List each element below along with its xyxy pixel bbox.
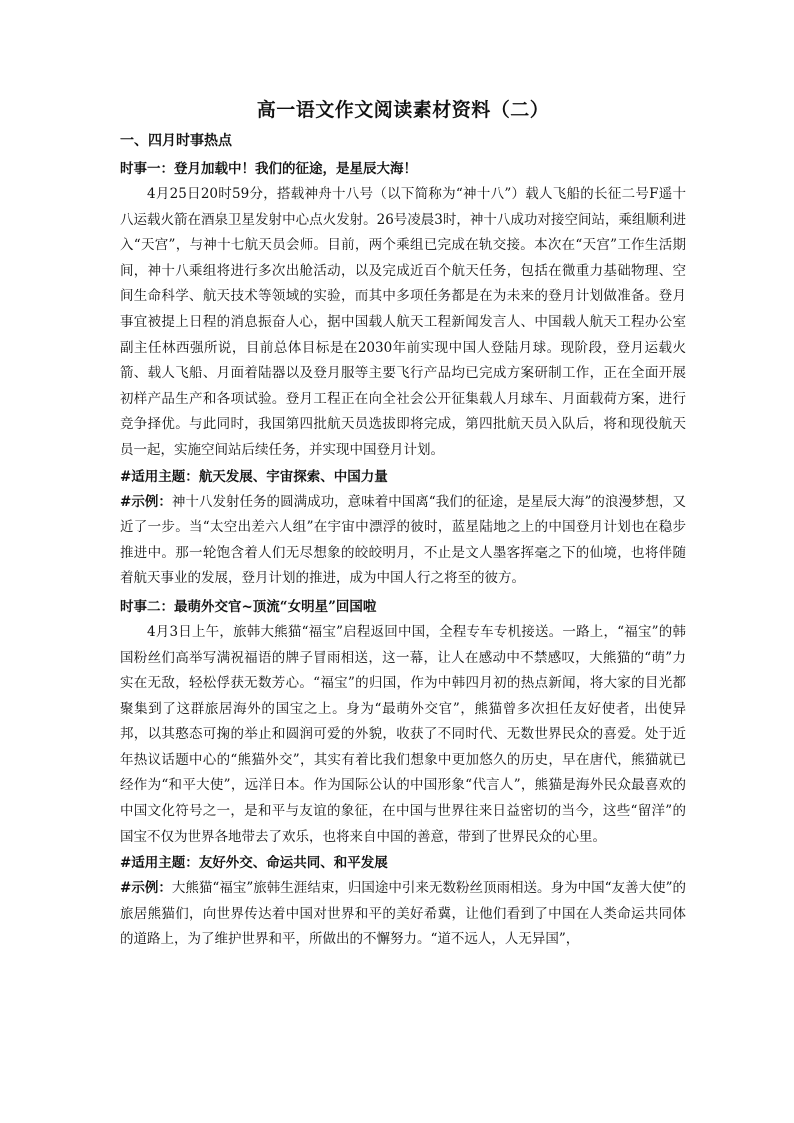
event2-body: 4月3日上午，旅韩大熊猫“福宝”启程返回中国，全程专车专机接送。一路上，“福宝”的韩国粉丝们高举写满祝福语的牌子冒雨相送，这一幕，让人在感动中不禁感叹，大熊猫的“萌”力实在无敌，轻松俘获无数芳心。“福宝”的归国，作为中韩四月初的热点新闻，将大家的目光都聚集到了这群旅居海外的国宝之上。身为“最萌外交官”，熊猫曾多次担任友好使者，出使异邦，以其憨态可掬的举止和圆润可爱的外貌，收获了不同时代、无数世界民众的喜爱。处于近年热议话题中心的“熊猫外交”，其实有着比我们想象中更加悠久的历史，早在唐代，熊猫就已经作为“和平大使”，远洋日本。作为国际公认的中国形象“代言人”，熊猫是海外民众最喜欢的中国文化符号之一，是和平与友谊的象征，在中国与世界往来日益密切的当今，这些“留洋”的国宝不仅为世界各地带去了欢乐，也将来自中国的善意，带到了世界民众的心里。 — [120, 623, 686, 845]
event1-theme — [120, 464, 686, 490]
event2-example-text: 大熊猫“福宝”旅韩生涯结束，归国途中引来无数粉丝顶雨相送。身为中国“友善大使”的旅居熊猫们，向世界传达着中国对世界和平的美好希冀，让他们看到了中国在人类命运共同体的道路上，为了维护世界和平，所做出的不懈努力。“道不远人，人无异国”， — [120, 880, 687, 948]
event1-theme-label: #适用主题： — [120, 468, 199, 485]
event1-example-label: #示例： — [120, 493, 172, 510]
event2-theme-text: 友好外交、命运共同、和平发展 — [198, 855, 388, 872]
document-title: 高一语文作文阅读素材资料（二） — [256, 99, 550, 121]
event1-example — [120, 490, 686, 592]
document-page — [120, 98, 686, 953]
event1-heading: 时事一：登月加载中！我们的征途，是星辰大海！ — [120, 161, 417, 177]
event2-heading: 时事二：最萌外交官~顶流“女明星”回国啦 — [120, 598, 377, 615]
event2-theme — [120, 850, 686, 876]
event2-example-label: #示例： — [120, 880, 172, 897]
event1-body: 4月25日20时59分，搭载神舟十八号（以下简称为“神十八”）载人飞船的长征二号F遥十八运载火箭在酒泉卫星发射中心点火发射。26号凌晨3时，神十八成功对接空间站，乘组顺利进入“天宫”，与神十七航天员会师。目前，两个乘组已完成在轨交接。本次在“天宫”工作生活期间，神十八乘组将进行多次出舱活动，以及完成近百个航天任务，包括在微重力基础物理、空间生命科学、航天技术等领域的实验，而其中多项任务都是在为未来的登月计划做准备。登月事宜被提上日程的消息振奋人心，据中国载人航天工程新闻发言人、中国载人航天工程办公室副主任林西强所说，目前总体目标是在2030年前实现中国人登陆月球。现阶段，登月运载火箭、载人飞船、月面着陆器以及登月服等主要飞行产品均已完成方案研制工作，正在全面开展初样产品生产和各项试验。登月工程正在向全社会公开征集载人月球车、月面载荷方案，进行竞争择优。与此同时，我国第四批航天员选拔即将完成，第四批航天员入队后，将和现役航天员一起，实施空间站后续任务，并实现中国登月计划。 — [120, 186, 686, 458]
event2-example — [120, 876, 686, 953]
section-heading: 一、四月时事热点 — [120, 133, 232, 149]
event2-theme-label: #适用主题： — [120, 855, 199, 872]
event1-theme-text: 航天发展、宇宙探索、中国力量 — [198, 468, 388, 485]
event1-example-text: 神十八发射任务的圆满成功，意味着中国离“我们的征途，是星辰大海”的浪漫梦想，又近了一步。当“太空出差六人组”在宇宙中漂浮的彼时，蓝星陆地之上的中国登月计划也在稳步推进中。那一轮饱含着人们无尽想象的皎皎明月，不止是文人墨客挥毫之下的仙境，也将伴随着航天事业的发展，登月计划的推进，成为中国人行之将至的彼方。 — [120, 493, 686, 587]
